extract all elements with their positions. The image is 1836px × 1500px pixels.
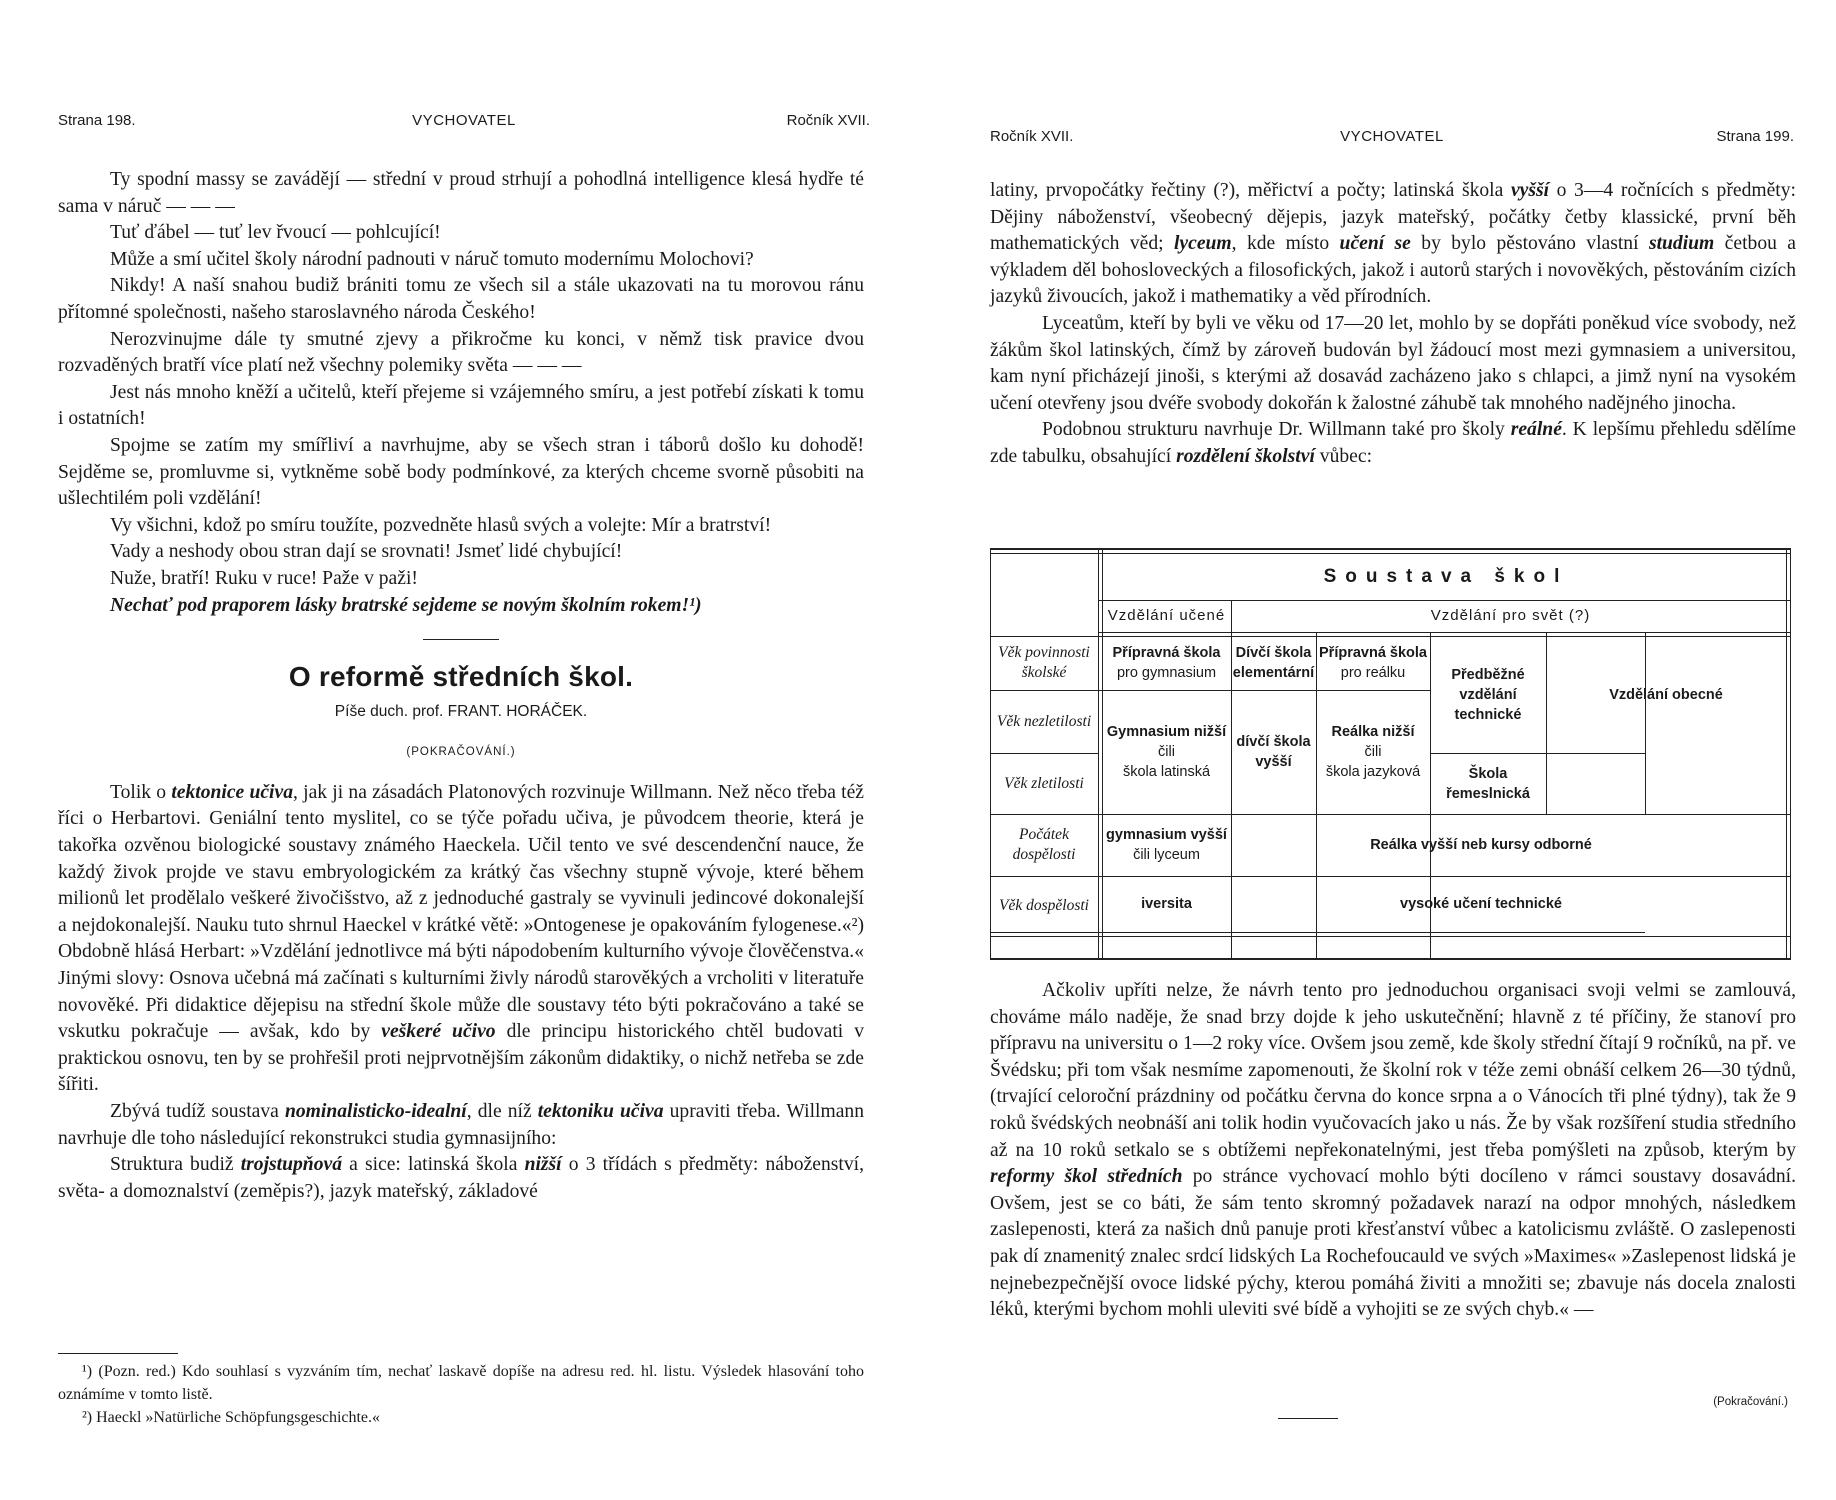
article-byline: Píše duch. prof. FRANT. HORÁČEK.	[334, 702, 588, 720]
article-paragraph: Zbývá tudíž soustava nominalisticko-idealní, dle níž tektoniku učiva upraviti třeba. Willmann navrhuje dle toho následující rekonstrukci studia gymnasijního:	[58, 1101, 864, 1149]
table-rule	[990, 548, 1790, 550]
section-divider	[423, 639, 499, 640]
table-cell: Dívčí škola elementární	[1232, 645, 1315, 681]
table-cell: Přípravná škola pro reálku	[1319, 645, 1427, 681]
table-rule	[990, 958, 1790, 960]
left-body-text	[58, 167, 864, 1205]
volume-label: Ročník XVII.	[990, 128, 1074, 145]
journal-title: VYCHOVATEL	[1340, 128, 1444, 145]
table-cell: Přípravná škola pro gymnasium	[1112, 645, 1221, 681]
page-number: Strana 199.	[1716, 128, 1794, 145]
article-paragraph: Tolik o tektonice učiva, jak ji na zásadách Platonových rozvinuje Willmann. Než něco třeba též říci o Herbartovi. Geniální tento myslitel, co se týče pořadu učiva, je původcem theorie, která je takořka ozvěnou biologické soustavy známého Haeckela. Učil tento ve své descendenční nauce, že každý živok projde ve stavu embryologickém za krátký čas všechny stupně vývoje, které během milionů let prodělalo veškeré živočišstvo, až z jednoduché gastraly se vyvinuli jedincové dokonalejší a nejdokonalejší. Nauku tuto shrnul Haeckel v krátké větě: »Ontogenese je opakováním fylogenese.«²) Obdobně hlásá Herbart: »Vzdělání jednotlivce má býti nápodobením kulturního vývoje člověčenstva.« Jinými slovy: Osnova učebná má začínati s kulturními živly národů starověkých a vrcholiti v literatuře novověké. Při didaktice dějepisu na střední škole může dle soustavy této býti pokračováno a také se vskutku pokračuje — avšak, kdo by veškeré učivo dle principu historického chtěl budovati v praktickou osnovu, ten by se prohřešil proti nejprvotnějším zákonům didaktiky, o nichž netřeba se zde šířiti.	[58, 781, 864, 1096]
right-page-header	[990, 128, 1794, 150]
left-page-header	[58, 112, 870, 134]
end-rule	[1278, 1418, 1338, 1419]
page-number: Strana 198.	[58, 112, 136, 129]
row-label: Věk povinnosti školské	[998, 644, 1090, 681]
school-system-table	[990, 548, 1790, 960]
table-title: Soustava škol	[1323, 566, 1569, 587]
column-header-world: Vzdělání pro svět (?)	[1430, 607, 1591, 624]
table-cell: dívčí škola vyšší	[1236, 734, 1311, 770]
paragraph: Může a smí učitel školy národní padnouti v náruč tomuto modernímu Molochovi?	[110, 248, 754, 270]
right-body-text	[990, 178, 1796, 471]
paragraph: Nuže, bratří! Ruku v ruce! Paže v paži!	[110, 567, 418, 589]
paragraph: Ty spodní massy se zavádějí — střední v proud strhují a pohodlná intelligence klesá hydře té sama v náruč — — —	[58, 169, 864, 217]
closing-line: Nechať pod praporem lásky bratrské sejdeme se novým školním rokem!¹)	[110, 594, 702, 616]
paragraph: Podobnou strukturu navrhuje Dr. Willmann také pro školy reálné. K lepšímu přehledu sdělíme zde tabulku, obsahující rozdělení školství vůbec:	[990, 419, 1796, 467]
table-cell: Gymnasium nižší čili škola latinská	[1106, 724, 1227, 780]
paragraph: Spojme se zatím my smířliví a navrhujme, aby se všech stran i táborů došlo ku dohodě! Sejděme se, promluvme si, vytkněme sobě body podmínkové, za kterých chceme svorně působiti na ušlechtilém poli vzdělání!	[58, 434, 864, 510]
continuation-label: (Pokračování.)	[1713, 1396, 1788, 1408]
article-paragraph: Struktura budiž trojstupňová a sice: latinská škola nižší o 3 třídách s předměty: náboženství, světa- a domoznalství (zeměpis?), jazyk mateřský, základové	[58, 1154, 864, 1202]
table-rule	[990, 936, 1790, 937]
table-cell: Reálka vyšší neb kursy odborné	[1370, 837, 1592, 853]
table-cell: gymnasium vyšší čili lyceum	[1106, 827, 1227, 863]
table-rule	[1098, 632, 1790, 633]
footnotes	[58, 1353, 864, 1429]
journal-title: VYCHOVATEL	[412, 112, 516, 129]
column-header-learned: Vzdělání učené	[1107, 607, 1226, 624]
table-rule	[1098, 548, 1099, 960]
row-label: Věk dospělosti	[999, 897, 1089, 914]
paragraph: latiny, prvopočátky řečtiny (?), měřictví a počty; latinská škola vyšší o 3—4 ročnících s předměty: Dějiny náboženství, všeobecný dějepis, jazyk mateřský, počátky četby klassické, první běh mathematických věd; lyceum, kde místo učení se by bylo pěstováno vlastní studium četbou a výkladem děl bohosloveckých a filosofických, jakož i autorů starých i novověkých, pěstováním cizích jazyků živoucích, jakož i mathematiky a věd přírodních.	[990, 180, 1796, 308]
footnote: ²) Haeckl »Natürliche Schöpfungsgeschichte.«	[82, 1409, 381, 1426]
right-body-text-continued	[990, 978, 1796, 1324]
table-cell: vysoké učení technické	[1400, 896, 1562, 912]
table-cell: Předběžné vzdělání technické	[1451, 666, 1525, 723]
paragraph: Tuť ďábel — tuť lev řvoucí — pohlcující!	[110, 222, 441, 244]
footnote-rule	[58, 1353, 178, 1354]
paragraph: Nerozvinujme dále ty smutné zjevy a přikročme ku konci, v němž tisk pravice dvou rozvaděných bratří více platí než všechny polemiky světa — — —	[58, 328, 864, 377]
paragraph: Jest nás mnoho kněží a učitelů, kteří přejeme si vzájemného smíru, a jest potřebí získati k tomu i ostatních!	[58, 381, 864, 430]
table-cell: Škola řemeslnická	[1446, 765, 1530, 802]
table-rule	[1790, 548, 1791, 960]
paragraph: Vy všichni, kdož po smíru toužíte, pozvedněte hlasů svých a volejte: Mír a bratrství!	[110, 514, 772, 536]
volume-label: Ročník XVII.	[786, 112, 870, 129]
right-page	[918, 0, 1836, 1500]
table-cell: Reálka nižší čili škola jazyková	[1325, 724, 1421, 780]
paragraph: Nikdy! A naší snahou budiž brániti tomu ze všech sil a stále ukazovati na tu morovou ránu přítomné společnosti, našeho staroslavného národa Českého!	[58, 275, 864, 323]
paragraph: Lyceatům, kteří by byli ve věku od 17—20 let, mohlo by se dopřáti poněkud více svobody, než žákům škol latinských, čímž by zároveň budován byl žádoucí most mezi gymnasiem a universitou, kam nyní přicházejí jinoši, s kterými až dosavád zacházeno jako s chlapci, a jimž nyní na vysokém učení otevřeny jsou dvéře svobody dokořán k žalostné záhubě tak mnohého nadějného jinocha.	[990, 312, 1796, 414]
continuation-label: (POKRAČOVÁNÍ.)	[406, 746, 516, 759]
paragraph: Vady a neshody obou stran dají se srovnati! Jsmeť lidé chybující!	[110, 541, 623, 563]
paragraph: Ačkoliv upříti nelze, že návrh tento pro jednoduchou organisaci svoji velmi se zamlouvá, chováme málo naděje, že snad brzy dojde k jeho uskutečnění; hlavně z té příčiny, že stanoví pro přípravu na universitu o 1—2 roky více. Ovšem jsou země, kde školy střední čítají 9 ročníků, na př. ve Švédsku; při tom však nesmíme zapomenouti, že školní rok v téže zemi obnáší celkem 26—30 týdnů, (trvající celoroční prázdniny od počátku června do konce srpna a o Vánocích tři plné týdny), tak že 9 roků švédských neobnáší ani tolik hodin vyučovacích jako u nás. Že by však rozšíření studia středního až na 10 roků setkalo se s obtížemi nepřekonatelnými, jest třeba pomýšleti na způsob, kterým by reformy škol středních po stránce vychovací mohlo býti docíleno v rámci soustavy dosavádní. Ovšem, jest se co báti, že sám tento skromný požadavek narazí na odpor mnohých, následkem zaslepenosti, která za našich dnů panuje proti křesťanství vůbec a katolicismu zvláště. O zaslepenosti pak dí znamenitý znalec srdcí lidských La Rochefoucauld ve svých »Maximes« »Zaslepenost lidská je nejnebezpečnější ovoce lidské pýchy, kterou pomáhá živiti a množiti se; zbavuje nás docela znalosti léků, kterými bychom mohli uleviti své bídě a vyhojiti se ze svých chyb.« —	[990, 980, 1796, 1321]
row-label: Věk nezletilosti	[996, 712, 1092, 730]
table-cell: iversita	[1141, 896, 1192, 912]
table-cell: Vzdělání obecné	[1609, 686, 1723, 703]
row-label: Počátek dospělosti	[1012, 826, 1076, 863]
row-label: Věk zletilosti	[1004, 774, 1084, 792]
article-title: O reformě středních škol.	[288, 661, 634, 693]
footnote: ¹) (Pozn. red.) Kdo souhlasí s vyzváním tím, nechať laskavě dopíše na adresu red. hl. listu. Výsledek hlasování toho oznámíme v tomto listě.	[58, 1363, 864, 1403]
